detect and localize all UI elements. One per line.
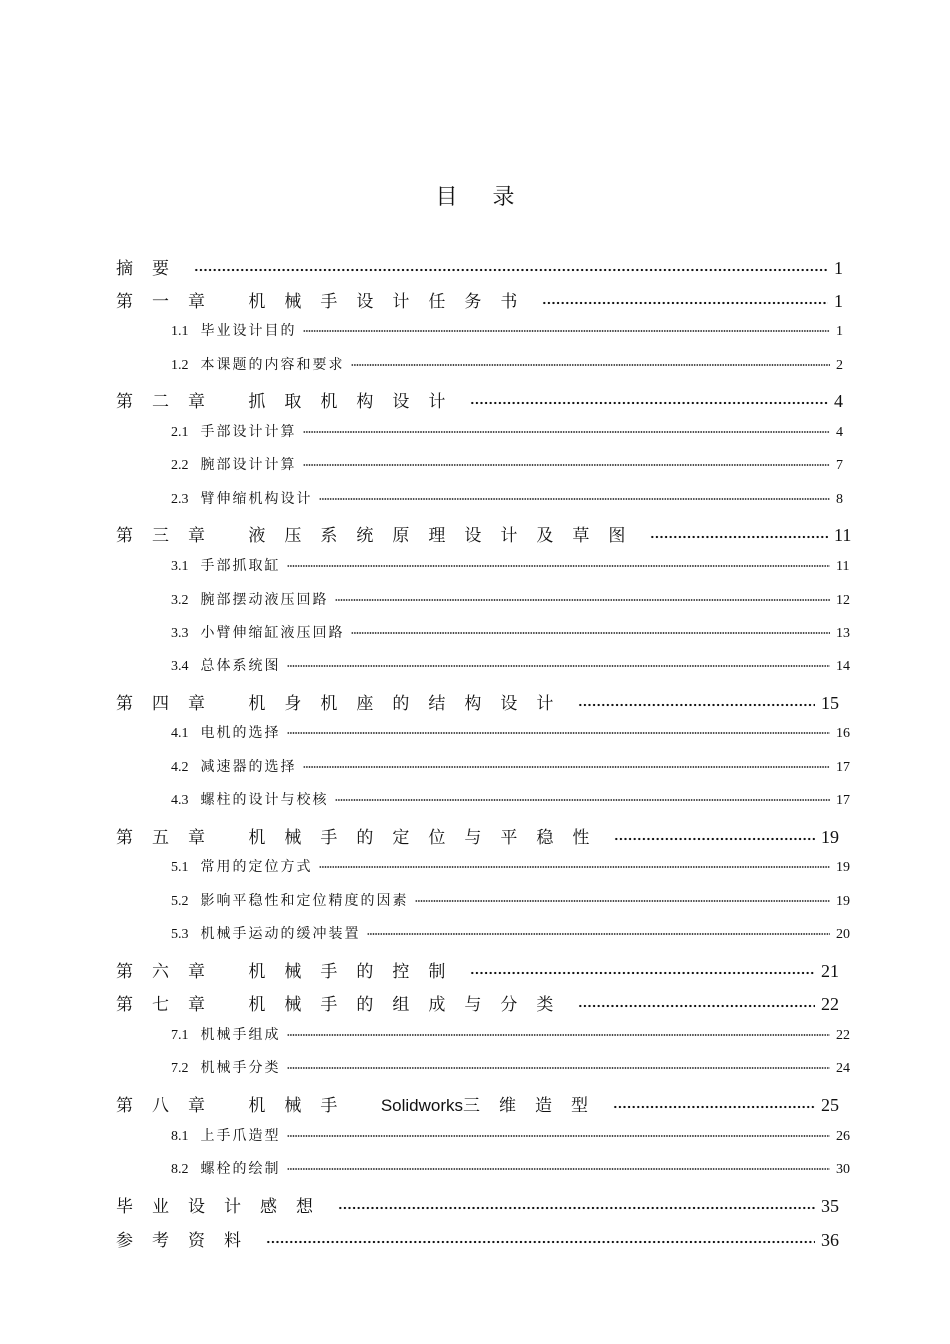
toc-entry-label: 4.2 减速器的选择 <box>171 759 297 775</box>
toc-section-number: 2.2 <box>171 458 189 473</box>
toc-chapter-entry[interactable] <box>116 689 845 714</box>
dot-leader <box>614 833 815 845</box>
toc-entry-label: 4.1 电机的选择 <box>171 725 281 741</box>
dot-leader <box>351 359 831 371</box>
toc-page-number: 24 <box>836 1061 850 1076</box>
toc-section-entry[interactable] <box>171 622 858 642</box>
dot-leader <box>542 297 828 309</box>
toc-entry-label: 第二章 抓取机构设计 <box>116 392 465 412</box>
toc-section-number: 4.1 <box>171 726 189 741</box>
toc-entry-label: 第八章 机械手 Solidworks三维造型 <box>116 1096 608 1116</box>
toc-entry-label: 8.2 螺栓的绘制 <box>171 1161 281 1177</box>
toc-entry-label: 2.1 手部设计计算 <box>171 424 297 440</box>
toc-chapter-entry[interactable] <box>116 521 858 546</box>
toc-page-number: 35 <box>821 1196 839 1216</box>
toc-entry-label: 4.3 螺柱的设计与校核 <box>171 792 329 808</box>
dot-leader <box>367 928 831 940</box>
toc-entry-label: 参考资料 <box>116 1231 260 1251</box>
toc-entry-label: 第四章 机身机座的结构设计 <box>116 694 573 714</box>
toc-section-number: 2.3 <box>171 492 189 507</box>
toc-section-number: 8.1 <box>171 1129 189 1144</box>
toc-page-number: 7 <box>836 458 843 473</box>
toc-section-number: 3.3 <box>171 626 189 641</box>
toc-section-entry[interactable] <box>171 1024 858 1044</box>
toc-page-number: 30 <box>836 1162 850 1177</box>
toc-entry-label: 7.1 机械手组成 <box>171 1027 281 1043</box>
toc-entry-label: 第五章 机械手的定位与平稳性 <box>116 828 609 848</box>
dot-leader <box>470 397 828 409</box>
dot-leader <box>335 594 831 606</box>
toc-page-number: 21 <box>821 961 839 981</box>
toc-page-number: 1 <box>834 291 843 311</box>
dot-leader <box>194 264 828 276</box>
toc-entry-label: 第一章 机械手设计任务书 <box>116 292 537 312</box>
dot-leader <box>470 967 815 979</box>
dot-leader <box>287 660 831 672</box>
toc-section-entry[interactable] <box>171 555 858 575</box>
toc-page-number: 19 <box>836 860 850 875</box>
dot-leader <box>287 560 831 572</box>
toc-section-entry[interactable] <box>171 488 858 508</box>
dot-leader <box>319 493 831 505</box>
toc-entry-label: 2.3 臂伸缩机构设计 <box>171 491 313 507</box>
toc-chapter-entry[interactable] <box>116 254 858 279</box>
toc-entry-label: 第六章 机械手的控制 <box>116 962 465 982</box>
toc-page-number: 2 <box>836 358 843 373</box>
toc-section-number: 3.1 <box>171 559 189 574</box>
toc-page-number: 1 <box>834 258 843 278</box>
toc-page-number: 13 <box>836 626 850 641</box>
toc-section-number: 4.3 <box>171 793 189 808</box>
toc-page-number: 14 <box>836 659 850 674</box>
toc-section-entry[interactable] <box>171 1158 858 1178</box>
toc-entry-label: 5.3 机械手运动的缓冲装置 <box>171 926 361 942</box>
toc-entry-label: 7.2 机械手分类 <box>171 1060 281 1076</box>
toc-section-number: 8.2 <box>171 1162 189 1177</box>
toc-section-number: 1.2 <box>171 358 189 373</box>
dot-leader <box>287 1130 831 1142</box>
toc-section-number: 2.1 <box>171 425 189 440</box>
dot-leader <box>578 1000 815 1012</box>
toc-section-number: 5.1 <box>171 860 189 875</box>
toc-page-number: 36 <box>821 1230 839 1250</box>
toc-entry-label: 8.1 上手爪造型 <box>171 1128 281 1144</box>
toc-section-entry[interactable] <box>171 856 858 876</box>
toc-title: 目 录 <box>435 185 529 210</box>
toc-chapter-entry[interactable] <box>116 387 858 412</box>
toc-page-number: 11 <box>834 525 852 545</box>
dot-leader <box>287 727 831 739</box>
toc-page-number: 11 <box>836 559 850 574</box>
toc-section-entry[interactable] <box>171 1125 858 1145</box>
toc-page-number: 15 <box>821 693 839 713</box>
toc-page-number: 19 <box>821 827 839 847</box>
dot-leader <box>303 459 831 471</box>
toc-page-number: 16 <box>836 726 850 741</box>
toc-section-number: 7.1 <box>171 1028 189 1043</box>
toc-chapter-entry[interactable] <box>116 990 845 1015</box>
dot-leader <box>303 426 831 438</box>
toc-chapter-entry[interactable] <box>116 1091 845 1116</box>
toc-section-entry[interactable] <box>171 589 858 609</box>
dot-leader <box>338 1202 815 1214</box>
dot-leader <box>287 1163 831 1175</box>
toc-entry-label: 3.4 总体系统图 <box>171 658 281 674</box>
toc-section-number: 7.2 <box>171 1061 189 1076</box>
dot-leader <box>650 531 828 543</box>
toc-page-number: 17 <box>836 760 850 775</box>
toc-section-entry[interactable] <box>171 655 858 675</box>
toc-section-number: 5.3 <box>171 927 189 942</box>
toc-section-entry[interactable] <box>171 1057 858 1077</box>
toc-page-number: 12 <box>836 593 850 608</box>
toc-section-number: 3.2 <box>171 593 189 608</box>
toc-chapter-entry[interactable] <box>116 1192 845 1217</box>
toc-page-number: 4 <box>836 425 843 440</box>
dot-leader <box>335 794 831 806</box>
toc-section-entry[interactable] <box>171 354 858 374</box>
toc-section-entry[interactable] <box>171 756 858 776</box>
dot-leader <box>351 627 831 639</box>
dot-leader <box>287 1029 831 1041</box>
toc-entry-label: 摘要 <box>116 259 188 279</box>
toc-entry-label: 第三章 液压系统原理设计及草图 <box>116 526 645 546</box>
toc-page-number: 20 <box>836 927 850 942</box>
toc-section-entry[interactable] <box>171 923 858 943</box>
toc-entry-label: 1.2 本课题的内容和要求 <box>171 357 345 373</box>
toc-page-number: 25 <box>821 1095 839 1115</box>
toc-entry-label: 3.3 小臂伸缩缸液压回路 <box>171 625 345 641</box>
dot-leader <box>303 761 831 773</box>
toc-page-number: 26 <box>836 1129 850 1144</box>
toc-entry-label: 毕业设计感想 <box>116 1197 332 1217</box>
toc-section-number: 1.1 <box>171 324 189 339</box>
dot-leader <box>266 1236 815 1248</box>
toc-entry-label: 5.2 影响平稳性和定位精度的因素 <box>171 893 409 909</box>
toc-page-number: 4 <box>834 391 843 411</box>
toc-section-number: 5.2 <box>171 894 189 909</box>
toc-page-number: 8 <box>836 492 843 507</box>
toc-entry-label: 2.2 腕部设计计算 <box>171 457 297 473</box>
dot-leader <box>613 1101 815 1113</box>
toc-chapter-entry[interactable] <box>116 1226 845 1251</box>
toc-section-entry[interactable] <box>171 722 858 742</box>
toc-page-number: 22 <box>821 994 839 1014</box>
toc-entry-label: 1.1 毕业设计目的 <box>171 323 297 339</box>
toc-section-entry[interactable] <box>171 454 858 474</box>
toc-page-number: 19 <box>836 894 850 909</box>
dot-leader <box>415 895 831 907</box>
toc-entry-label: 3.1 手部抓取缸 <box>171 558 281 574</box>
toc-section-entry[interactable] <box>171 890 858 910</box>
toc-section-entry[interactable] <box>171 320 858 340</box>
toc-entry-label: 5.1 常用的定位方式 <box>171 859 313 875</box>
toc-entry-label: 3.2 腕部摆动液压回路 <box>171 592 329 608</box>
toc-section-entry[interactable] <box>171 421 858 441</box>
dot-leader <box>578 699 815 711</box>
toc-entry-label: 第七章 机械手的组成与分类 <box>116 995 573 1015</box>
toc-section-number: 3.4 <box>171 659 189 674</box>
toc-chapter-entry[interactable] <box>116 957 845 982</box>
toc-section-number: 4.2 <box>171 760 189 775</box>
dot-leader <box>287 1062 831 1074</box>
toc-section-entry[interactable] <box>171 789 858 809</box>
toc-chapter-entry[interactable] <box>116 287 858 312</box>
toc-chapter-entry[interactable] <box>116 823 845 848</box>
toc-page-number: 1 <box>836 324 843 339</box>
dot-leader <box>319 861 831 873</box>
toc-page-number: 17 <box>836 793 850 808</box>
toc-page-number: 22 <box>836 1028 850 1043</box>
dot-leader <box>303 325 831 337</box>
